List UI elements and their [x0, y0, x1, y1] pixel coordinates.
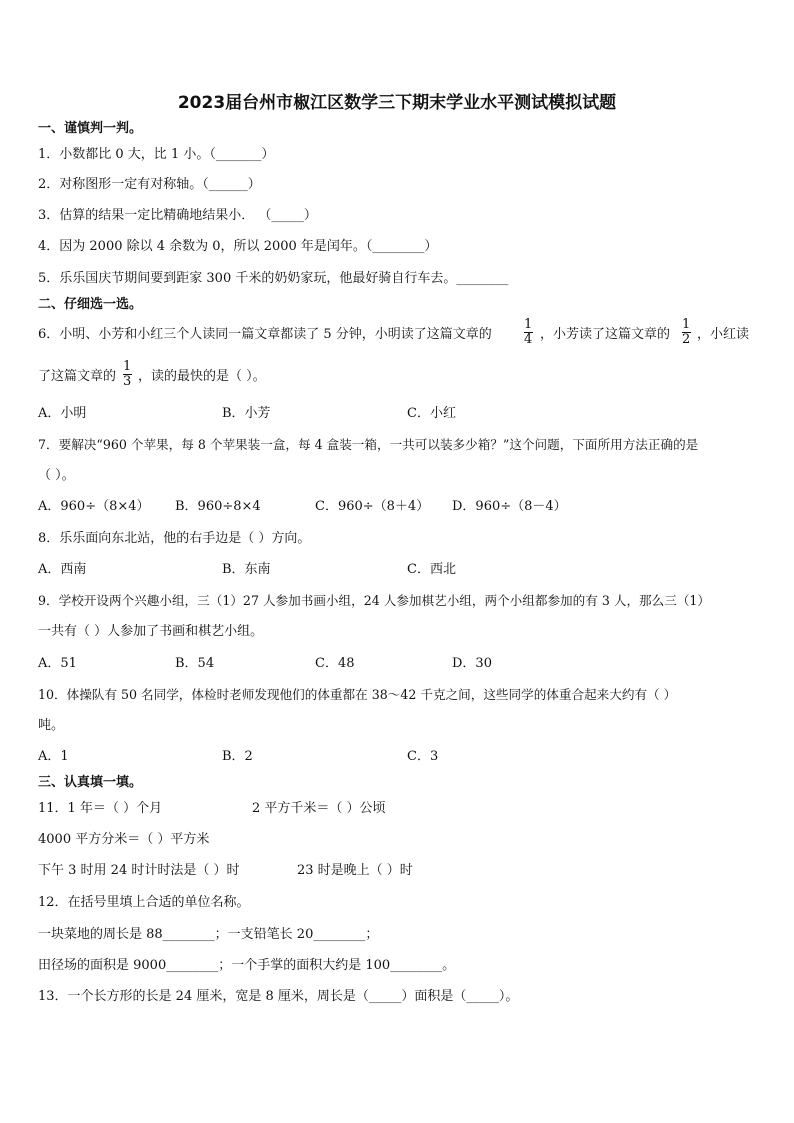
question-3: 3．估算的结果一定比精确地结果小． （_____）: [38, 208, 317, 223]
section-3-heading: 三、认真填一填。: [38, 775, 143, 790]
question-13: 13．一个长方形的长是 24 厘米，宽是 8 厘米，周长是（_____）面积是（_____）。: [38, 989, 519, 1004]
question-9-line1: 9．学校开设两个兴趣小组，三（1）27 人参加书画小组，24 人参加棋艺小组，两个小组都参加的有 3 人，那么三（1）: [38, 593, 711, 608]
question-11-e: 23 时是晚上（ ）时: [297, 863, 413, 878]
question-12-line1: 一块菜地的周长是 88________；一支铅笔长 20________；: [38, 927, 379, 942]
q9-option-a: A．51: [38, 656, 77, 671]
fraction-denominator: 4: [524, 332, 533, 347]
q7-option-c: C．960÷（8＋4）: [315, 499, 430, 514]
question-10-line1: 10．体操队有 50 名同学，体检时老师发现他们的体重都在 38～42 千克之间，这些同学的体重合起来大约有（ ）: [38, 687, 677, 702]
question-11-a: 11．1 年＝（ ）个月: [38, 801, 163, 816]
fraction-one-third: [122, 360, 132, 389]
question-11-c: 4000 平方分米＝（ ）平方米: [38, 832, 210, 847]
q10-option-a: A．1: [38, 749, 69, 764]
q8-option-b: B．东南: [222, 562, 271, 577]
question-6-part3: ，小红读: [697, 327, 750, 342]
question-7-line2: （ ）。: [38, 468, 75, 483]
question-1: 1．小数都比 0 大，比 1 小。（_______）: [38, 147, 275, 162]
fraction-numerator: 1: [524, 317, 533, 332]
fraction-numerator: 1: [682, 317, 691, 332]
fraction-one-quarter: [523, 318, 533, 347]
q7-option-b: B．960÷8×4: [175, 499, 261, 514]
question-6-part2: ，小芳读了这篇文章的: [540, 327, 671, 342]
q6-option-c: C．小红: [407, 406, 456, 421]
question-12-line2: 田径场的面积是 9000________；一个手掌的面积大约是 100________。: [38, 958, 456, 973]
question-9-line2: 一共有（ ）人参加了书画和棋艺小组。: [38, 624, 264, 639]
q9-option-b: B．54: [175, 656, 215, 671]
q10-option-c: C．3: [407, 749, 439, 764]
question-10-line2: 吨。: [38, 718, 65, 733]
question-7-line1: 7．要解决“960 个苹果，每 8 个苹果装一盒，每 4 盒装一箱，一共可以装多少箱？”这个问题，下面所用方法正确的是: [38, 437, 699, 452]
q6-option-a: A．小明: [38, 406, 87, 421]
question-6-part1: 6．小明、小芳和小红三个人读同一篇文章都读了 5 分钟，小明读了这篇文章的: [38, 327, 492, 342]
question-8: 8．乐乐面向东北站，他的右手边是（ ）方向。: [38, 531, 311, 546]
question-11-d: 下午 3 时用 24 时计时法是（ ）时: [38, 863, 240, 878]
q7-option-d: D．960÷（8－4）: [452, 499, 567, 514]
question-4: 4．因为 2000 除以 4 余数为 0，所以 2000 年是闰年。（________）: [38, 239, 438, 254]
q9-option-c: C．48: [315, 656, 355, 671]
fraction-one-half: [681, 318, 691, 347]
q8-option-a: A．西南: [38, 562, 87, 577]
question-6-part4: 了这篇文章的: [38, 369, 117, 384]
question-2: 2．对称图形一定有对称轴。（______）: [38, 177, 261, 192]
page-title: 2023届台州市椒江区数学三下期末学业水平测试模拟试题: [177, 93, 617, 113]
fraction-numerator: 1: [123, 359, 132, 374]
question-11-b: 2 平方千米＝（ ）公顷: [252, 801, 386, 816]
q6-option-b: B．小芳: [222, 406, 271, 421]
q8-option-c: C．西北: [407, 562, 456, 577]
question-12: 12．在括号里填上合适的单位名称。: [38, 895, 250, 910]
question-6-part5: ，读的最快的是（ ）。: [138, 369, 266, 384]
section-2-heading: 二、仔细选一选。: [38, 297, 143, 312]
q10-option-b: B．2: [222, 749, 253, 764]
fraction-denominator: 2: [682, 332, 691, 347]
q9-option-d: D．30: [452, 656, 492, 671]
question-5: 5．乐乐国庆节期间要到距家 300 千米的奶奶家玩，他最好骑自行车去。________: [38, 271, 509, 286]
q7-option-a: A．960÷（8×4）: [38, 499, 150, 514]
fraction-denominator: 3: [123, 374, 132, 389]
section-1-heading: 一、谨慎判一判。: [38, 121, 143, 136]
